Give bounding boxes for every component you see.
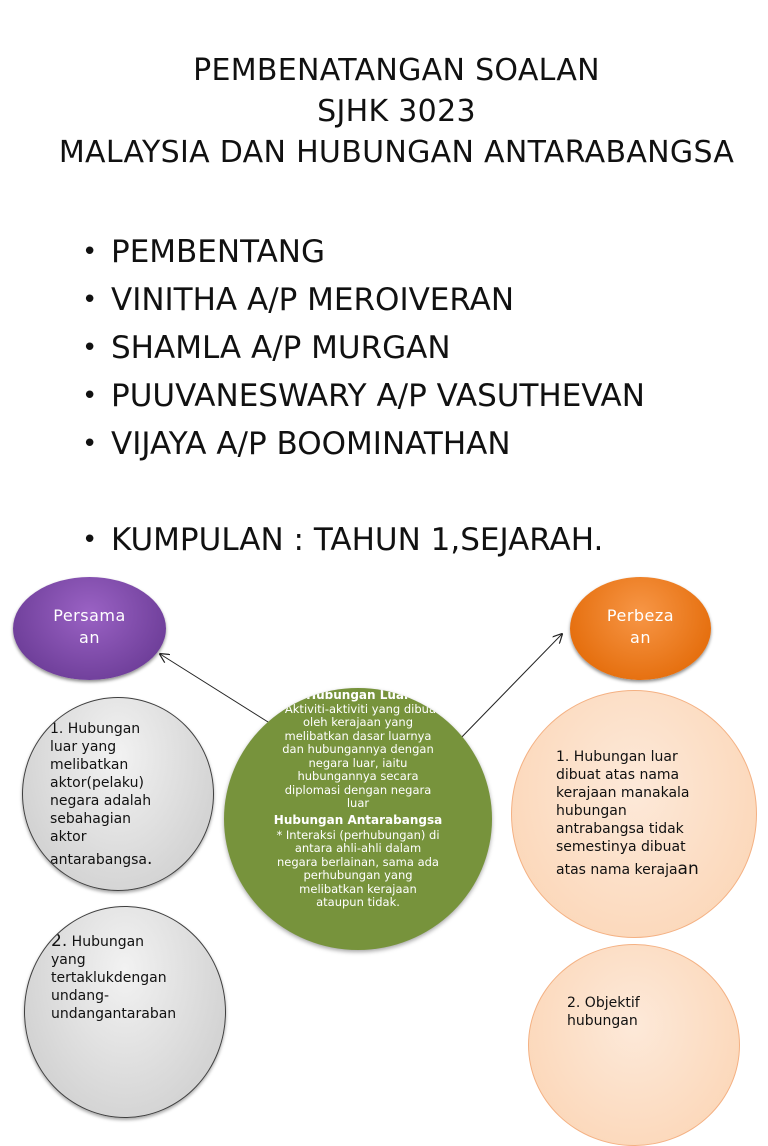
bullet-item: • PEMBENTANG [82,228,645,276]
title-line-3: MALAYSIA DAN HUBUNGAN ANTARABANGSA [58,135,735,170]
definition-heading-international: Hubungan Antarabangsa [273,812,443,827]
similarity-point-2 [24,906,226,1118]
slide-title [0,50,768,173]
bullet-item: • VIJAYA A/P BOOMINATHAN [82,420,645,468]
similarity-heading-oval [13,577,166,680]
difference-point-2 [528,944,740,1146]
bullet-item: • PUUVANESWARY A/P VASUTHEVAN [82,372,645,420]
difference-heading-label: Perbeza an [606,606,675,647]
difference-point-1 [511,690,757,938]
similarity-point-1 [22,697,214,891]
difference-heading-oval [570,577,711,680]
bullet-item-group: • KUMPULAN : TAHUN 1,SEJARAH. [82,516,645,564]
bullet-item: • SHAMLA A/P MURGAN [82,324,645,372]
definition-heading-external: Hubungan Luar [306,688,410,702]
similarity-heading-label: Persama an [53,606,126,647]
title-line-2: SJHK 3023 [317,94,476,129]
definition-text: Hubungan Luar * Aktiviti-aktiviti yang dibuat oleh kerajaan yang melibatkan dasar luarnya dan hubungannya dengan negara luar, iaitu hubungannya secara diplomasi dengan negara luar Hubungan Antarabangsa * Interaksi (perhubungan) di antara ahli-ahli dalam negara berlainan, sama ada perhubungan yang melibatkan kerajaan ataupun tidak. [273,688,443,909]
arrow-to-similarity [160,654,276,727]
presenter-list [82,228,645,564]
title-line-1: PEMBENATANGAN SOALAN [193,53,600,88]
difference-point-1-text: 1. Hubungan luar dibuat atas nama kerajaan manakala hubungan antrabangsa tidak semestinya dibuat atas nama kerajaan [556,749,699,879]
difference-point-2-text: 2. Objektif hubungan [567,995,640,1029]
similarity-point-2-text: 2. Hubungan yang tertaklukdengan undang- undangantaraban [51,931,177,1022]
definition-circle [224,688,492,950]
bullet-item: • VINITHA A/P MEROIVERAN [82,276,645,324]
similarity-point-1-text: 1. Hubungan luar yang melibatkan aktor(pelaku) negara adalah sebahagian aktor antarabangsa. [50,721,153,869]
